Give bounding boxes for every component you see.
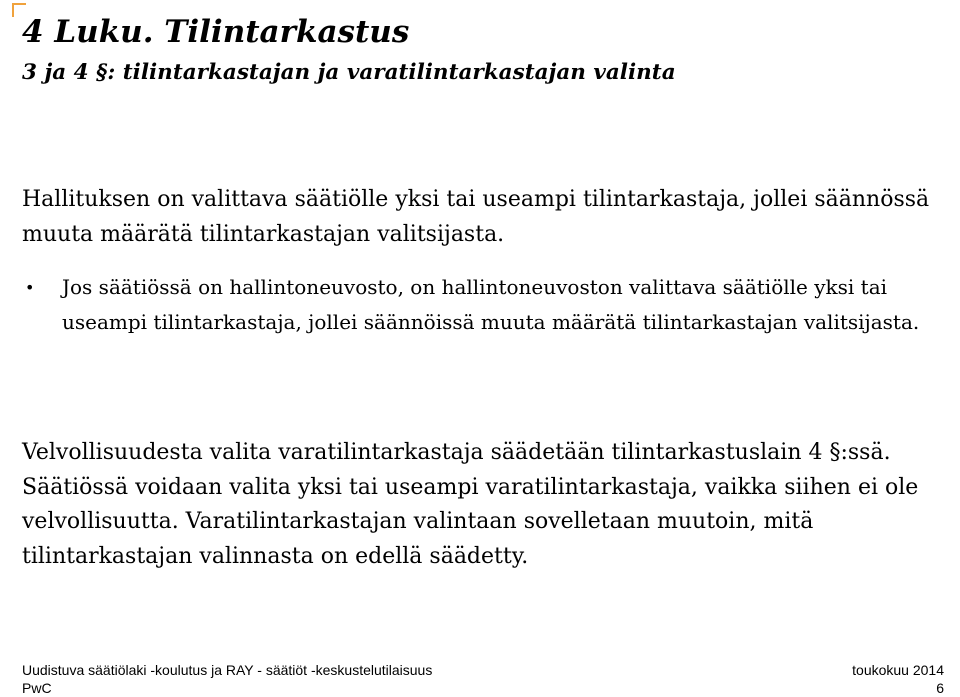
bullet-dot-icon: • [25, 278, 35, 297]
paragraph-deputy-auditor: Velvollisuudesta valita varatilintarkastaja säädetään tilintarkastuslain 4 §:ssä. Säätiössä voidaan valita yksi tai useampi varatilintarkastaja, vaikka siihen ei ole velvollisuutta. Varatilintarkastajan valintaan sovelletaan muutoin, mitä tilintarkastajan valinnasta on edellä säädetty. [22, 440, 919, 569]
slide-title: 4 Luku. Tilintarkastus [22, 14, 410, 50]
paragraph-board-selection: Hallituksen on valittava säätiölle yksi tai useampi tilintarkastaja, jollei säännössä muuta määrätä tilintarkastajan valitsijasta. [22, 187, 930, 247]
footer-brand: PwC [22, 680, 52, 696]
bullet-text: Jos säätiössä on hallintoneuvosto, on hallintoneuvoston valittava säätiölle yksi tai useampi tilintarkastaja, jollei säännöissä muuta määrätä tilintarkastajan valitsijasta. [62, 275, 920, 334]
page-number: 6 [936, 680, 944, 696]
footer-event: Uudistuva säätiölaki -koulutus ja RAY - säätiöt -keskustelutilaisuus [22, 662, 433, 678]
slide-subtitle: 3 ja 4 §: tilintarkastajan ja varatilintarkastajan valinta [22, 60, 676, 85]
footer-date: toukokuu 2014 [852, 662, 944, 678]
